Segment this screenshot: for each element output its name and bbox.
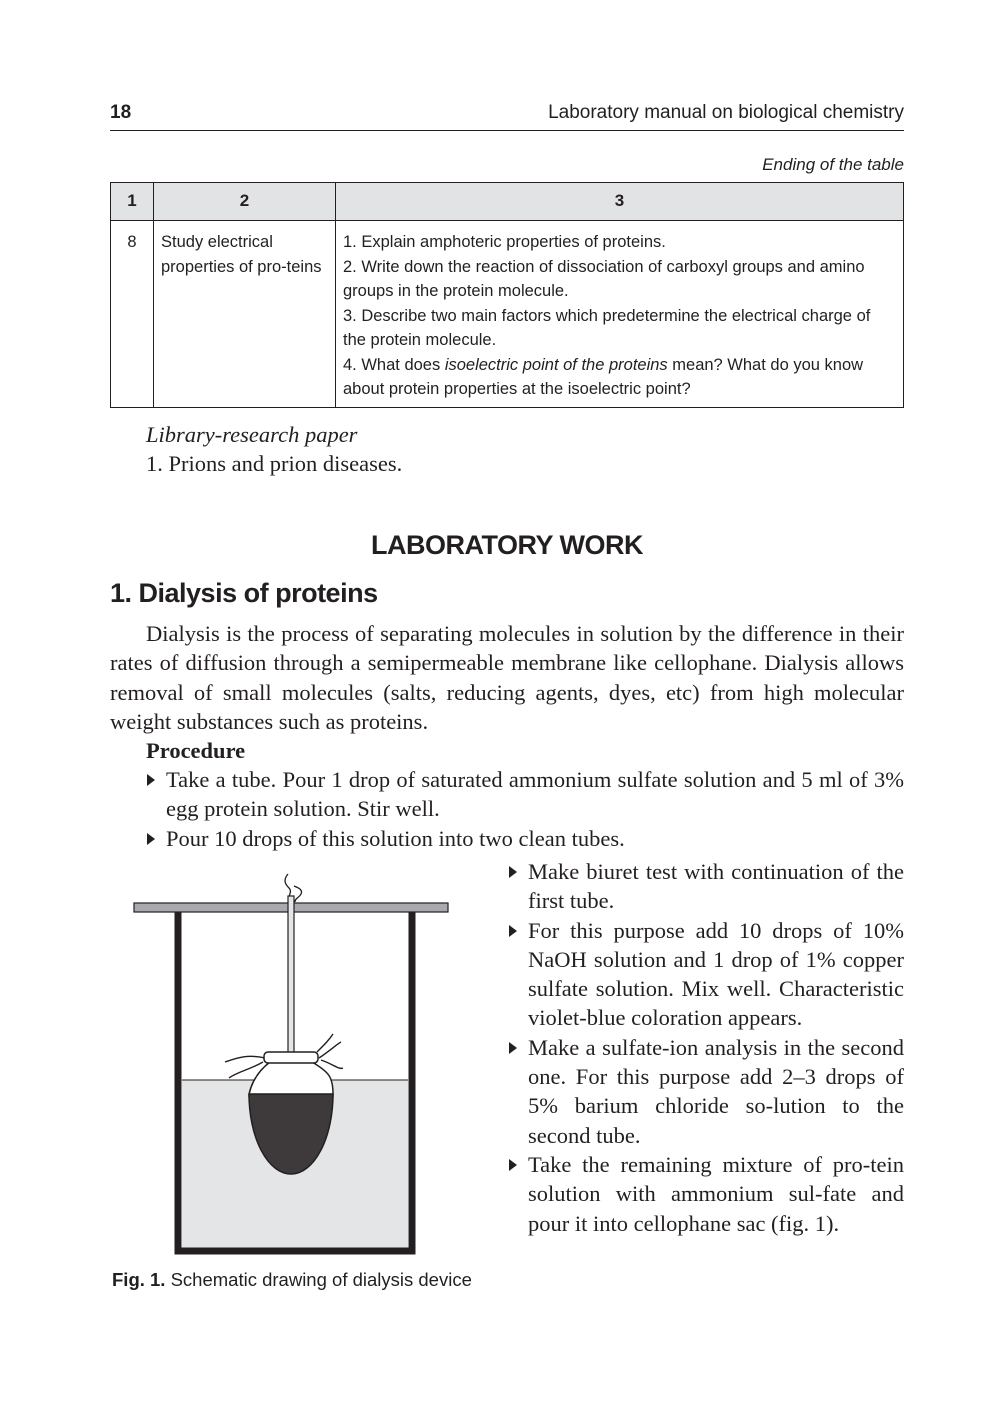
- step-text: Make a sulfate-ion analysis in the second one. For this purpose add 2–3 drops of 5% barium chloride so-lution to the second tube.: [528, 1034, 904, 1148]
- table-continuation-note: Ending of the table: [762, 155, 904, 174]
- procedure-steps-side: [508, 857, 904, 1238]
- question-1: 1. Explain amphoteric properties of proteins.: [343, 233, 666, 251]
- question-4-term: isoelectric point of the proteins: [444, 355, 668, 374]
- bullet-triangle-icon: [509, 866, 517, 878]
- column-header-2: 2: [154, 183, 336, 221]
- step-text: Make biuret test with continuation of the first tube.: [528, 859, 904, 914]
- bullet-triangle-icon: [509, 1042, 517, 1054]
- library-paper-item: 1. Prions and prion diseases.: [146, 451, 403, 476]
- step-text: Pour 10 drops of this solution into two clean tubes.: [166, 825, 625, 851]
- question-4-suffix: mean? What do you know about protein properties at the isoelectric point?: [343, 355, 864, 398]
- step-text: For this purpose add 10 drops of 10% NaOH solution and 1 drop of 1% copper sulfate solution. Mix well. Characteristic violet-blue coloration appears.: [528, 917, 904, 1031]
- row-topic-text: Study electrical properties of pro-teins: [161, 233, 322, 276]
- list-item: [508, 1150, 904, 1238]
- table-row: [111, 221, 904, 408]
- column-header-1: 1: [111, 183, 154, 221]
- figure-caption-text: Schematic drawing of dialysis device: [170, 1269, 472, 1290]
- column-header-3: 3: [336, 183, 904, 221]
- page-header: [110, 100, 904, 131]
- library-paper-title: Library-research paper: [146, 422, 358, 447]
- running-title: Laboratory manual on biological chemistry: [548, 102, 904, 123]
- bullet-triangle-icon: [147, 833, 155, 845]
- list-item: [146, 824, 904, 853]
- intro-paragraph: Dialysis is the process of separating molecules in solution by the difference in their rates of diffusion through a semipermeable membrane like cellophane. Dialysis allows removal of small molecules (salts, reducing agents, dyes, etc) from high molecular weight substances such as proteins.: [110, 621, 904, 734]
- question-4-prefix: 4. What does: [343, 355, 445, 374]
- step-text: Take the remaining mixture of pro-tein solution with ammonium sul-fate and pour it into cellophane sac (fig. 1).: [528, 1151, 904, 1236]
- row-questions: [336, 221, 904, 408]
- page-number: 18: [110, 102, 132, 123]
- question-4: [343, 353, 896, 402]
- row-number: 8: [111, 221, 154, 408]
- procedure-steps-full: [146, 765, 904, 853]
- question-2: 2. Write down the reaction of dissociation of carboxyl groups and amino groups in the protein molecule.: [343, 257, 865, 300]
- bullet-triangle-icon: [147, 774, 155, 786]
- figure-caption: [112, 1269, 472, 1291]
- thread-top-right: [294, 886, 302, 902]
- hanging-thread: [288, 896, 294, 1054]
- question-3: 3. Describe two main factors which predetermine the electrical charge of the protein molecule.: [343, 306, 871, 349]
- bullet-triangle-icon: [509, 1159, 517, 1171]
- bullet-triangle-icon: [509, 925, 517, 937]
- step-text: Take a tube. Pour 1 drop of saturated ammonium sulfate solution and 5 ml of 3% egg protein solution. Stir well.: [166, 767, 904, 822]
- review-questions-table: [110, 182, 904, 408]
- figure-label: Fig. 1.: [112, 1269, 166, 1290]
- row-topic: [154, 221, 336, 408]
- list-item: [146, 765, 904, 824]
- lab-work-heading: LABORATORY WORK: [371, 530, 643, 560]
- list-item: [508, 1033, 904, 1150]
- sac-knot-ring: [264, 1052, 318, 1063]
- list-item: [508, 857, 904, 916]
- section-heading: 1. Dialysis of proteins: [110, 578, 378, 608]
- table-header-row: [111, 183, 904, 221]
- procedure-label: Procedure: [146, 738, 246, 763]
- dialysis-device-figure: [125, 872, 465, 1262]
- list-item: [508, 916, 904, 1033]
